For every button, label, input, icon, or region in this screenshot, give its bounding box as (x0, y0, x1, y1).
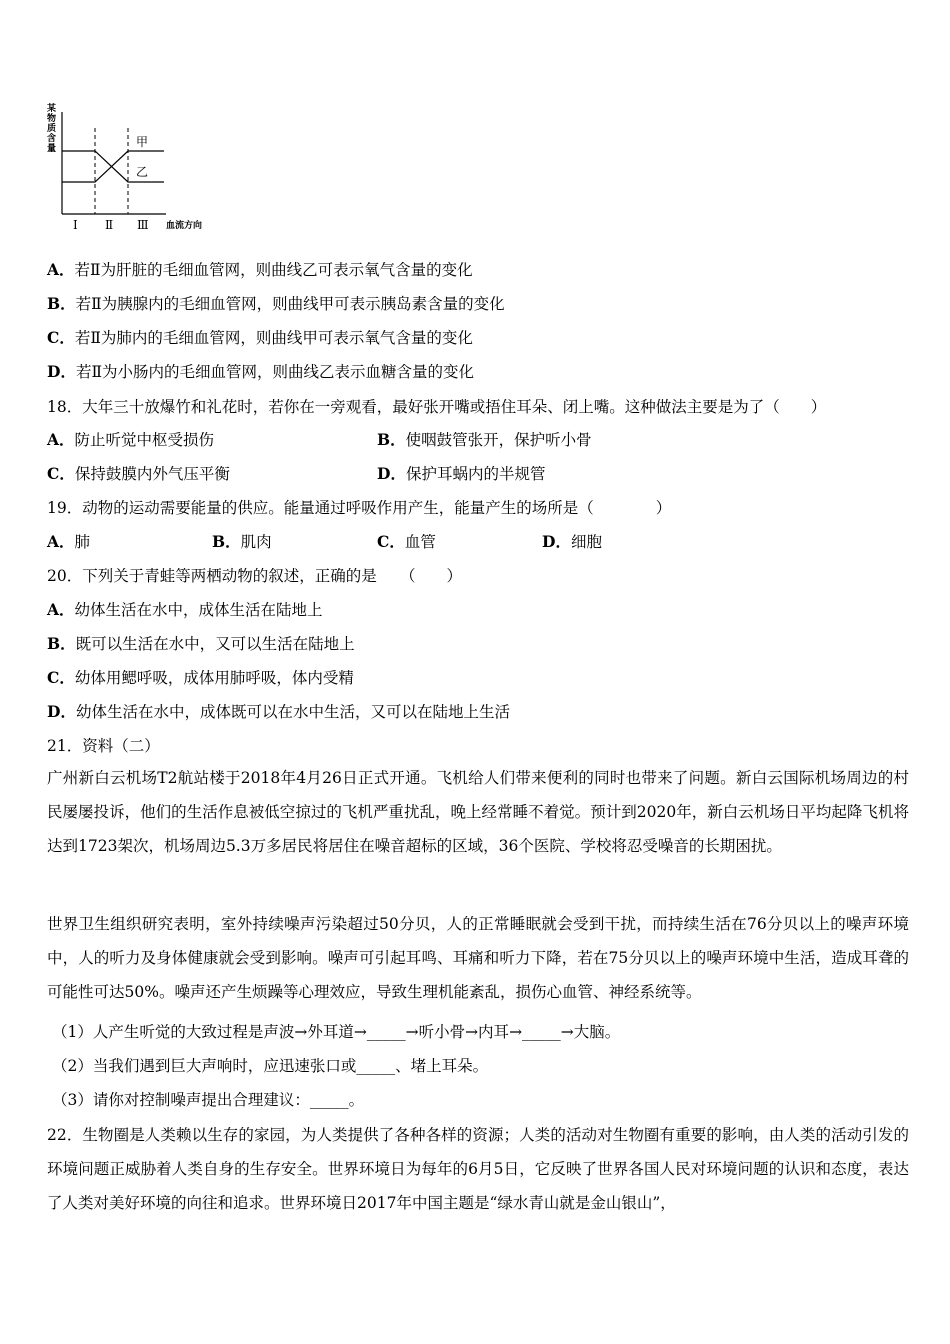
q21-paragraph-1: 广州新白云机场T2航站楼于2018年4月26日正式开通。飞机给人们带来便利的同时也带来了问题。新白云国际机场周边的村民屡屡投诉，他们的生活作息被低空掠过的飞机严重扰乱，晚上经常睡不着觉。预计到2020年，新白云机场日平均起降飞机将达到1723架次，机场周边5.3万多居民将居住在噪音超标的区域，36个医院、学校将忍受噪音的长期困扰。 (47, 769, 909, 855)
q21-subquestion-1: （1）人产生听觉的大致过程是声波→外耳道→_____→听小骨→内耳→_____→大脑。 (52, 1023, 621, 1041)
curve-jia (62, 151, 164, 182)
q21-subquestion-2: （2）当我们遇到巨大声响时，应迅速张口或_____、堵上耳朵。 (52, 1057, 489, 1075)
q19-stem: 19．动物的运动需要能量的供应。能量通过呼吸作用产生，能量产生的场所是（ ） (47, 499, 672, 517)
figure-ylabel-char: 量 (47, 144, 57, 154)
q20-option-b: B．既可以生活在水中，又可以生活在陆地上 (47, 634, 355, 653)
curve-yi-label: 乙 (136, 165, 149, 179)
q17-option-b: B．若Ⅱ为胰腺内的毛细血管网，则曲线甲可表示胰岛素含量的变化 (47, 294, 505, 313)
q17-option-c: C．若Ⅱ为肺内的毛细血管网，则曲线甲可表示氧气含量的变化 (47, 328, 473, 347)
q17-option-a: A．若Ⅱ为肝脏的毛细血管网，则曲线乙可表示氧气含量的变化 (47, 260, 473, 279)
curve-yi (62, 151, 164, 182)
q19-option-a: A．肺 (47, 532, 91, 551)
q22-paragraph: 22．生物圈是人类赖以生存的家园，为人类提供了各种各样的资源；人类的活动对生物圈有重要的影响，由人类的活动引发的环境问题正威胁着人类自身的生存安全。世界环境日为每年的6月5日，它反映了世界各国人民对环境问题的认识和态度，表达了人类对美好环境的向往和追求。世界环境日2017年中国主题是“绿水青山就是金山银山”， (47, 1126, 909, 1212)
region-label-1: Ⅰ (73, 218, 78, 232)
q18-option-d: D．保护耳蜗内的半规管 (377, 464, 546, 483)
q18-option-b: B．使咽鼓管张开，保护听小骨 (377, 430, 592, 449)
q18-stem: 18．大年三十放爆竹和礼花时，若你在一旁观看，最好张开嘴或捂住耳朵、闭上嘴。这种做法主要是为了（ ） (47, 398, 827, 416)
figure-ylabel-char: 含 (47, 134, 57, 144)
figure-ylabel-char: 质 (47, 124, 57, 134)
q21-stem: 21．资料（二） (47, 737, 160, 755)
curve-jia-label: 甲 (136, 135, 149, 149)
blood-flow-figure (40, 100, 230, 240)
figure-ylabel-char: 某 (47, 104, 57, 114)
q18-option-c: C．保持鼓膜内外气压平衡 (47, 464, 230, 483)
q20-option-c: C．幼体用鳃呼吸，成体用肺呼吸，体内受精 (47, 668, 354, 687)
q20-option-d: D．幼体生活在水中，成体既可以在水中生活，又可以在陆地上生活 (47, 702, 510, 721)
q19-option-b: B．肌肉 (212, 532, 272, 551)
figure-xlabel: 血流方向 (166, 221, 203, 231)
region-label-2: Ⅱ (105, 218, 114, 232)
q20-option-a: A．幼体生活在水中，成体生活在陆地上 (47, 600, 323, 619)
region-label-3: Ⅲ (137, 218, 149, 232)
q21-paragraph-2: 世界卫生组织研究表明，室外持续噪声污染超过50分贝，人的正常睡眠就会受到干扰，而持续生活在76分贝以上的噪声环境中，人的听力及身体健康就会受到影响。噪声可引起耳鸣、耳痛和听力下降，若在75分贝以上的噪声环境中生活，造成耳聋的可能性可达50%。噪声还产生烦躁等心理效应，导致生理机能紊乱，损伤心血管、神经系统等。 (47, 915, 909, 1001)
q20-stem: 20．下列关于青蛙等两栖动物的叙述，正确的是 （ ） (47, 567, 462, 585)
figure-ylabel-char: 物 (47, 114, 57, 124)
q19-option-d: D．细胞 (542, 532, 602, 551)
q21-subquestion-3: （3）请你对控制噪声提出合理建议：_____。 (52, 1091, 365, 1109)
q18-option-a: A．防止听觉中枢受损伤 (47, 430, 215, 449)
q17-option-d: D．若Ⅱ为小肠内的毛细血管网，则曲线乙表示血糖含量的变化 (47, 362, 474, 381)
q19-option-c: C．血管 (377, 532, 436, 551)
